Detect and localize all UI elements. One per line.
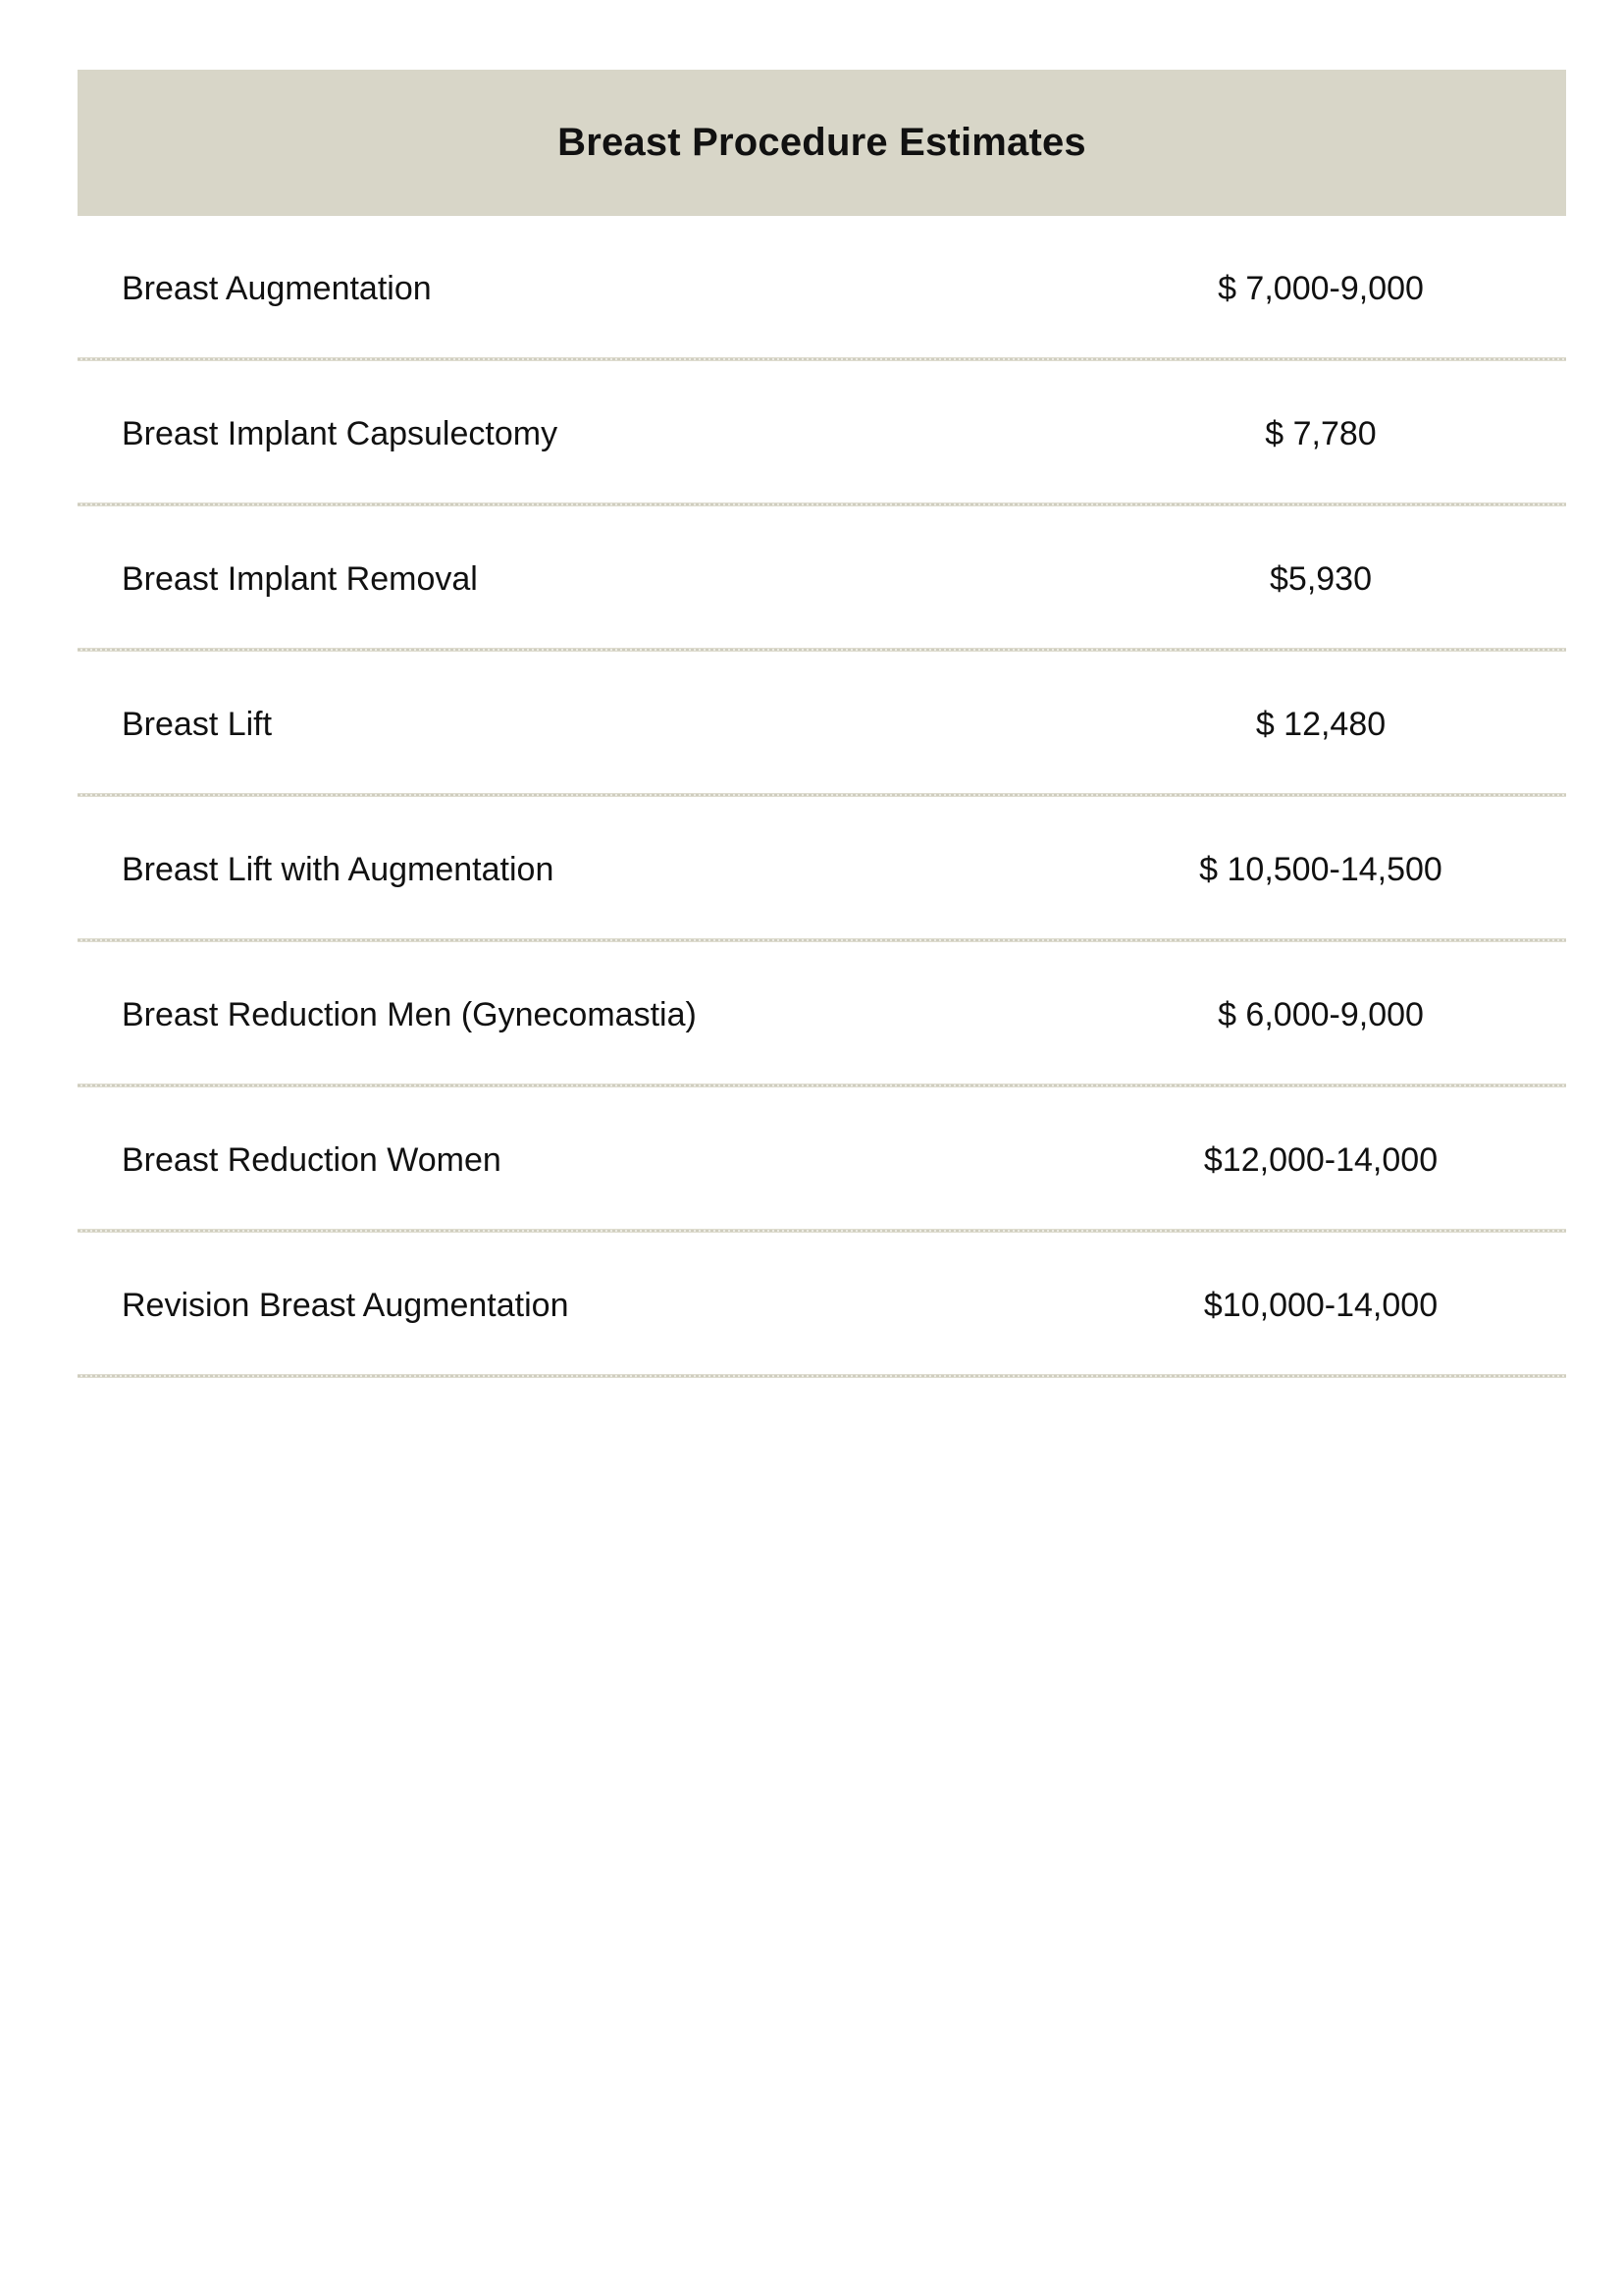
- procedure-name: Breast Reduction Men (Gynecomastia): [122, 995, 697, 1033]
- procedure-price: $ 10,500-14,500: [1199, 850, 1442, 888]
- procedure-price: $ 7,000-9,000: [1218, 269, 1424, 307]
- procedure-price: $ 12,480: [1255, 705, 1387, 743]
- table-row: [78, 942, 1566, 1087]
- page-title: Breast Procedure Estimates: [557, 121, 1086, 164]
- procedure-price: $10,000-14,000: [1203, 1286, 1439, 1324]
- procedure-estimates-table: [78, 70, 1566, 1378]
- procedure-name: Breast Implant Removal: [122, 559, 478, 598]
- table-row: [78, 797, 1566, 942]
- procedure-name: Breast Augmentation: [122, 269, 432, 307]
- procedure-name: Revision Breast Augmentation: [122, 1286, 569, 1324]
- table-row: [78, 361, 1566, 506]
- procedure-price: $ 7,780: [1265, 414, 1377, 452]
- procedure-name: Breast Lift with Augmentation: [122, 850, 554, 888]
- procedure-price: $12,000-14,000: [1203, 1140, 1439, 1179]
- table-row: [78, 216, 1566, 361]
- table-row: [78, 506, 1566, 652]
- procedure-price: $5,930: [1270, 559, 1372, 598]
- procedure-name: Breast Reduction Women: [122, 1140, 501, 1179]
- table-row: [78, 1233, 1566, 1378]
- procedure-name: Breast Lift: [122, 705, 273, 743]
- procedure-price: $ 6,000-9,000: [1218, 995, 1424, 1033]
- table-row: [78, 652, 1566, 797]
- table-row: [78, 1087, 1566, 1233]
- table-header: [78, 70, 1566, 216]
- procedure-name: Breast Implant Capsulectomy: [122, 414, 558, 452]
